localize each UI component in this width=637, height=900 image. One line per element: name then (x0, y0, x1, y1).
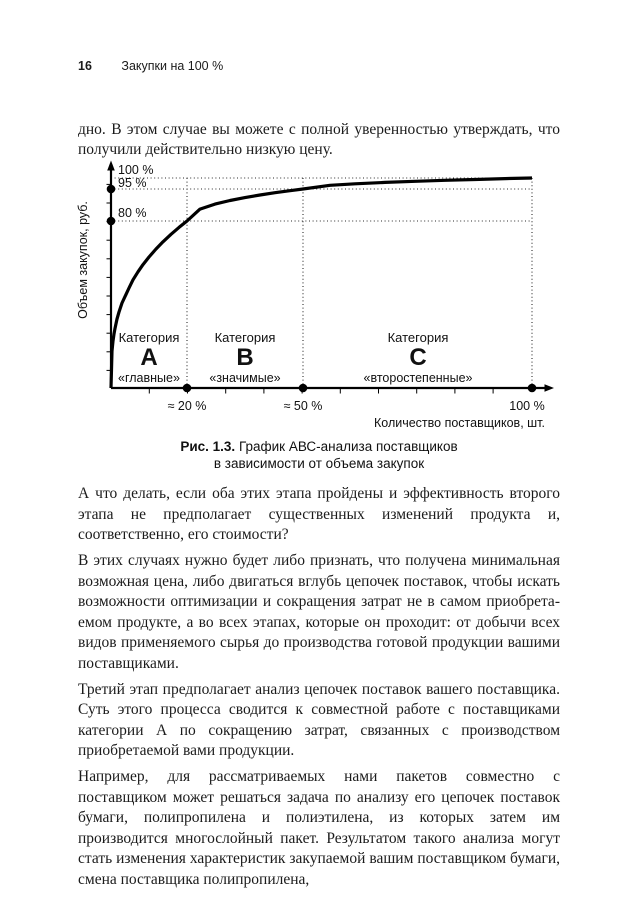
figure-caption-line1 (78, 438, 560, 455)
figure-caption (78, 438, 560, 472)
x-axis-arrow (545, 384, 555, 392)
paragraph-2: В этих случаях нужно будет либо признать, что получена минимальная возможная цена, либо двигаться вглубь цепочек поставок, чтобы искать возможности оптимизации и сокращения затрат не в самом приобретаемом продукте, а во всех этапах, которые он проходит: от добычи всех видов применяемого сырья до производства готовой продукции вашими поставщиками. (78, 552, 560, 672)
dot-x-100pct (528, 384, 537, 393)
category-a-sublabel: «главные» (118, 371, 180, 385)
intro-paragraph: дно. В этом случае вы можете с полной уверенностью утверждать, что получили действительно низкую цену. (78, 120, 560, 158)
y-axis-arrow (107, 161, 115, 171)
y-axis-title: Объем закупок, руб. (76, 201, 90, 319)
x-tick-50: ≈ 50 % (283, 399, 323, 413)
category-c-labels (364, 330, 473, 385)
abc-analysis-figure (75, 158, 565, 436)
paragraph-1: А что делать, если оба этих этапа пройдены и эффективность второго этапа не предполагает существенных изменений продукта и, соответственно, его стоимости? (78, 485, 560, 543)
figure-caption-label: Рис. 1.3. (180, 439, 236, 454)
category-b-title: Категория (214, 330, 276, 345)
book-title: Закупки на 100 % (121, 59, 224, 73)
running-head (78, 59, 560, 73)
category-b-labels (209, 330, 280, 385)
figure-caption-line2: в зависимости от объема закупок (213, 456, 425, 471)
category-a-letter: A (140, 344, 158, 371)
category-c-title: Категория (387, 330, 449, 345)
dot-x-50pct (299, 384, 308, 393)
category-c-letter: C (409, 344, 427, 371)
chart-gridlines (111, 178, 532, 388)
body-text-block (78, 484, 560, 896)
dot-y-95pct (107, 185, 116, 194)
category-c-sublabel: «второстепенные» (363, 371, 473, 385)
paragraph-4: Например, для рассматриваемых нами пакетов совместно с поставщиком может решаться задача по анализу его цепочек поставок бумаги, полипропилена и полиэтилена, из которых затем им производится многослойный пакет. Результатом такого анализа могут стать изменения характеристик закупаемой вашим поставщиком бумаги, смена поставщика полипропилена, (78, 768, 560, 888)
chart-axes (111, 168, 545, 388)
abc-chart-svg (75, 158, 565, 436)
y-tick-100: 100 % (118, 163, 154, 177)
abc-curve (111, 178, 532, 388)
category-b-letter: B (236, 344, 254, 371)
page-number: 16 (78, 59, 92, 73)
x-axis-title: Количество поставщиков, шт. (373, 416, 545, 430)
y-tick-80: 80 % (118, 206, 147, 220)
paragraph-3: Третий этап предполагает анализ цепочек поставок вашего поставщика. Суть этого процесса сводится к совместной работе с поставщиками категории А по сокращению затрат, связанных с производством приобретаемой вами продукции. (78, 680, 560, 759)
category-b-sublabel: «значимые» (209, 371, 281, 385)
category-a-labels (118, 330, 180, 385)
figure-caption-text1: График АВС-анализа поставщиков (238, 439, 458, 454)
x-tick-20: ≈ 20 % (167, 399, 207, 413)
category-a-title: Категория (118, 330, 180, 345)
chart-marker-dots (107, 185, 537, 393)
dot-x-20pct (183, 384, 192, 393)
dot-y-80pct (107, 217, 116, 226)
y-tick-95: 95 % (118, 176, 147, 190)
x-tick-100: 100 % (509, 399, 545, 413)
